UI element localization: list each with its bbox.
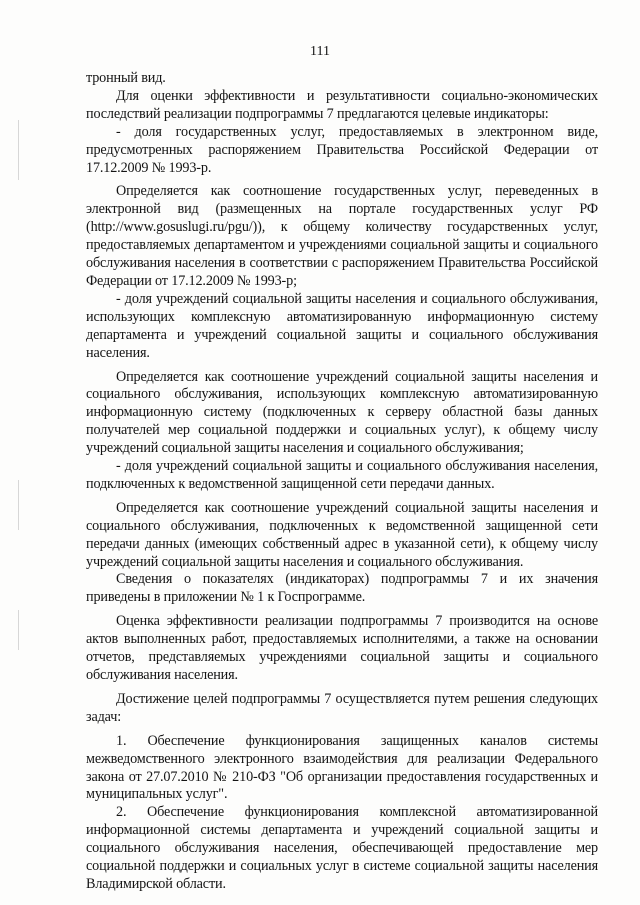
- task-item: 1. Обеспечение функционирования защищенных каналов системы межведомственного электронного взаимодействия для реализации Федерального закона от 27.07.2010 № 210-ФЗ "Об организации предоставления государственных и муниципальных услуг".: [86, 732, 598, 803]
- scan-edge-mark: [18, 610, 19, 650]
- scan-edge-mark: [18, 480, 19, 530]
- paragraph: Сведения о показателях (индикаторах) подпрограммы 7 и их значения приведены в приложении № 1 к Госпрограмме.: [86, 571, 598, 606]
- document-body: [86, 70, 598, 894]
- indicator-item: - доля учреждений социальной защиты и социального обслуживания населения, подключенных к ведомственной защищенной сети передачи данных.: [86, 458, 598, 492]
- paragraph: Определяется как соотношение государственных услуг, переведенных в электронной вид (размещенных на портале государственных услуг РФ (http://www.gosuslugi.ru/pgu/)), к общему количеству государственных услуг, предоставляемых департаментом и учреждениями социальной защиты и социального обслуживания населения в соответствии с распоряжением Правительства Российской Федерации от 17.12.2009 № 1993-р;: [86, 183, 598, 289]
- page-number: 111: [310, 44, 330, 59]
- scan-edge-mark: [18, 120, 19, 180]
- indicator-item: - доля учреждений социальной защиты населения и социального обслуживания, использующих комплексную автоматизированную информационную систему департамента и учреждений социальной защиты и социального обслуживания населения.: [86, 290, 598, 361]
- paragraph: Определяется как соотношение учреждений социальной защиты населения и социального обслуживания, подключенных к ведомственной защищенной сети передачи данных (имеющих собственный адрес в указанной сети), к общему числу учреждений социальной защиты населения и социального обслуживания.: [86, 499, 598, 570]
- paragraph: Оценка эффективности реализации подпрограммы 7 производится на основе актов выполненных работ, предоставляемых исполнителями, а также на основании отчетов, представляемых учреждениями социальной защиты и социального обслуживания населения.: [86, 613, 598, 683]
- paragraph: Для оценки эффективности и результативности социально-экономических последствий реализации подпрограммы 7 предлагаются целевые индикаторы:: [86, 87, 598, 122]
- task-item: 2. Обеспечение функционирования комплексной автоматизированной информационной системы департамента и учреждений социальной защиты и социального обслуживания населения, обеспечивающей предоставление мер социальной поддержки и социальных услуг в системе социальной защиты населения Владимирской области.: [86, 804, 598, 892]
- paragraph: Определяется как соотношение учреждений социальной защиты населения и социального обслуживания, использующих комплексную автоматизированную информационную систему (подключенных к серверу областной базы данных получателей мер социальной поддержки и социальных услуг), к общему числу учреждений социальной защиты населения и социального обслуживания;: [86, 368, 598, 457]
- paragraph-continuation: тронный вид.: [86, 70, 166, 86]
- indicator-item: - доля государственных услуг, предоставляемых в электронном виде, предусмотренных распоряжением Правительства Российской Федерации от 17.12.2009 № 1993-р.: [86, 123, 598, 176]
- paragraph: Достижение целей подпрограммы 7 осуществляется путем решения следующих задач:: [86, 690, 598, 725]
